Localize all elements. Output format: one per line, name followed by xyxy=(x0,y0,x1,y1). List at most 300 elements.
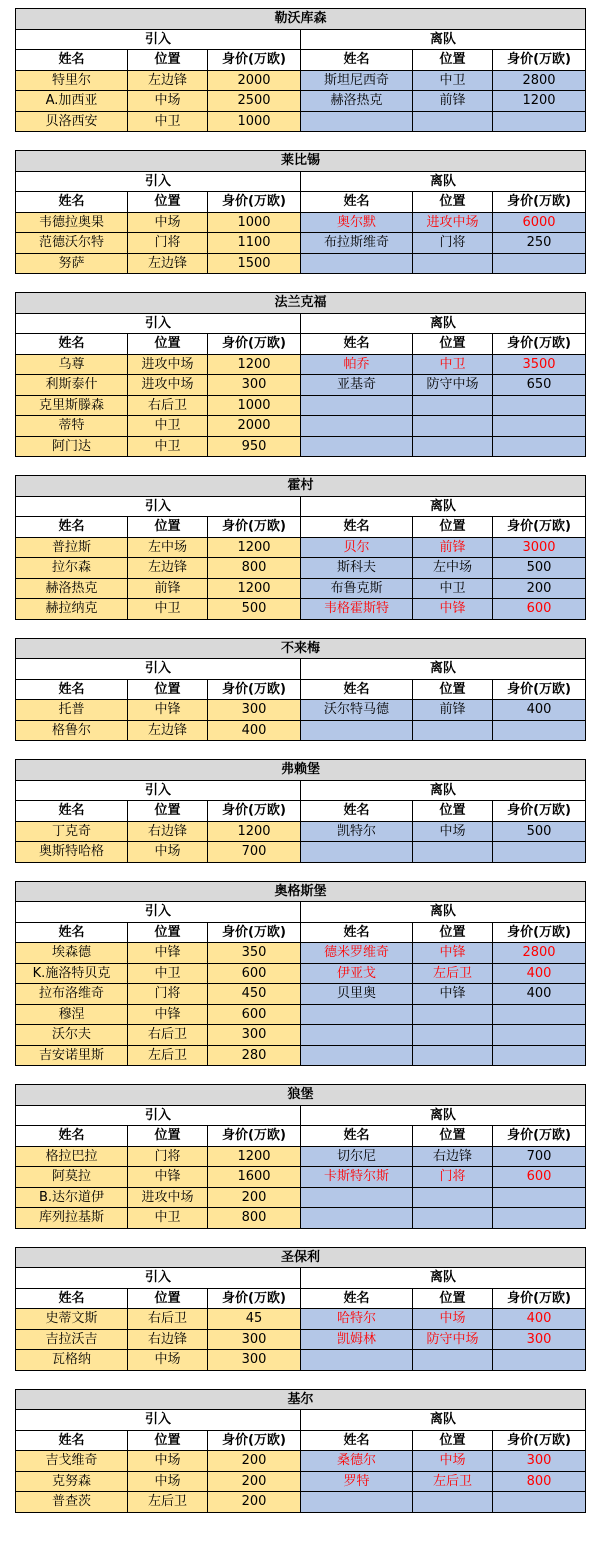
incoming-value-cell: 280 xyxy=(208,1045,301,1066)
incoming-value-cell: 1100 xyxy=(208,233,301,254)
outgoing-value-cell xyxy=(493,1208,586,1229)
incoming-value-cell: 350 xyxy=(208,943,301,964)
incoming-value-cell: 400 xyxy=(208,720,301,741)
outgoing-value-cell xyxy=(493,395,586,416)
outgoing-position-cell xyxy=(413,253,493,274)
outgoing-value-cell: 400 xyxy=(493,700,586,721)
incoming-name-header: 姓名 xyxy=(16,192,128,213)
outgoing-value-cell xyxy=(493,842,586,863)
club-name: 弗赖堡 xyxy=(16,760,586,781)
outgoing-section-label: 离队 xyxy=(301,313,586,334)
outgoing-position-cell: 中卫 xyxy=(413,354,493,375)
outgoing-value-cell xyxy=(493,111,586,132)
outgoing-value-cell: 2800 xyxy=(493,70,586,91)
outgoing-value-header: 身价(万欧) xyxy=(493,679,586,700)
incoming-name-cell: 普查茨 xyxy=(16,1492,128,1513)
outgoing-value-cell: 700 xyxy=(493,1146,586,1167)
outgoing-position-header: 位置 xyxy=(413,1126,493,1147)
incoming-value-cell: 1600 xyxy=(208,1167,301,1188)
transfer-table xyxy=(15,1389,586,1513)
incoming-name-cell: A.加西亚 xyxy=(16,91,128,112)
incoming-name-cell: 普拉斯 xyxy=(16,537,128,558)
incoming-name-cell: 阿门达 xyxy=(16,436,128,457)
outgoing-position-cell xyxy=(413,436,493,457)
incoming-value-cell: 2000 xyxy=(208,416,301,437)
outgoing-value-cell: 300 xyxy=(493,1451,586,1472)
club-name: 莱比锡 xyxy=(16,151,586,172)
outgoing-section-label: 离队 xyxy=(301,1105,586,1126)
table-row xyxy=(16,558,586,579)
table-row xyxy=(16,599,586,620)
incoming-value-cell: 300 xyxy=(208,1350,301,1371)
incoming-name-cell: 库列拉基斯 xyxy=(16,1208,128,1229)
outgoing-value-cell: 200 xyxy=(493,578,586,599)
outgoing-value-cell: 500 xyxy=(493,821,586,842)
outgoing-value-cell: 800 xyxy=(493,1471,586,1492)
incoming-value-cell: 700 xyxy=(208,842,301,863)
table-row xyxy=(16,111,586,132)
outgoing-name-cell: 斯科夫 xyxy=(301,558,413,579)
table-row xyxy=(16,70,586,91)
outgoing-position-cell xyxy=(413,1004,493,1025)
outgoing-name-cell xyxy=(301,436,413,457)
table-row xyxy=(16,1025,586,1046)
outgoing-position-cell xyxy=(413,395,493,416)
incoming-name-cell: 克努森 xyxy=(16,1471,128,1492)
outgoing-value-header: 身价(万欧) xyxy=(493,50,586,71)
incoming-name-cell: 努萨 xyxy=(16,253,128,274)
incoming-name-cell: 史蒂文斯 xyxy=(16,1309,128,1330)
outgoing-name-cell: 桑德尔 xyxy=(301,1451,413,1472)
incoming-section-label: 引入 xyxy=(16,29,301,50)
outgoing-value-header: 身价(万欧) xyxy=(493,192,586,213)
incoming-section-label: 引入 xyxy=(16,1105,301,1126)
outgoing-name-header: 姓名 xyxy=(301,334,413,355)
outgoing-value-cell xyxy=(493,416,586,437)
outgoing-name-cell: 布拉斯维奇 xyxy=(301,233,413,254)
outgoing-value-cell xyxy=(493,720,586,741)
outgoing-position-header: 位置 xyxy=(413,1430,493,1451)
incoming-position-cell: 右后卫 xyxy=(128,1309,208,1330)
incoming-position-cell: 中场 xyxy=(128,1471,208,1492)
incoming-position-cell: 中卫 xyxy=(128,963,208,984)
transfer-table xyxy=(15,1247,586,1371)
table-row xyxy=(16,212,586,233)
incoming-name-cell: 韦德拉奥果 xyxy=(16,212,128,233)
outgoing-position-header: 位置 xyxy=(413,50,493,71)
outgoing-value-header: 身价(万欧) xyxy=(493,1126,586,1147)
outgoing-position-cell xyxy=(413,111,493,132)
club-table xyxy=(15,475,585,620)
outgoing-name-cell: 德米罗维奇 xyxy=(301,943,413,964)
incoming-value-header: 身价(万欧) xyxy=(208,679,301,700)
incoming-name-cell: 穆涅 xyxy=(16,1004,128,1025)
incoming-section-label: 引入 xyxy=(16,171,301,192)
incoming-name-cell: B.达尔道伊 xyxy=(16,1187,128,1208)
incoming-position-cell: 门将 xyxy=(128,233,208,254)
incoming-name-header: 姓名 xyxy=(16,922,128,943)
incoming-position-cell: 左边锋 xyxy=(128,253,208,274)
outgoing-value-cell: 3000 xyxy=(493,537,586,558)
table-row xyxy=(16,1146,586,1167)
outgoing-value-cell xyxy=(493,436,586,457)
outgoing-name-cell xyxy=(301,720,413,741)
club-name: 圣保利 xyxy=(16,1247,586,1268)
incoming-value-header: 身价(万欧) xyxy=(208,1126,301,1147)
outgoing-name-cell xyxy=(301,1350,413,1371)
table-row xyxy=(16,1309,586,1330)
outgoing-position-cell: 左后卫 xyxy=(413,963,493,984)
outgoing-position-cell: 中锋 xyxy=(413,599,493,620)
outgoing-name-cell: 帕乔 xyxy=(301,354,413,375)
incoming-position-cell: 中场 xyxy=(128,1350,208,1371)
transfer-table xyxy=(15,759,586,863)
outgoing-position-cell xyxy=(413,1045,493,1066)
incoming-name-cell: 埃森德 xyxy=(16,943,128,964)
incoming-value-cell: 1200 xyxy=(208,1146,301,1167)
incoming-value-header: 身价(万欧) xyxy=(208,334,301,355)
incoming-position-header: 位置 xyxy=(128,922,208,943)
incoming-name-header: 姓名 xyxy=(16,50,128,71)
incoming-name-cell: 贝洛西安 xyxy=(16,111,128,132)
outgoing-position-cell: 中锋 xyxy=(413,943,493,964)
outgoing-name-cell xyxy=(301,1045,413,1066)
incoming-name-cell: 赫拉纳克 xyxy=(16,599,128,620)
club-table xyxy=(15,881,585,1067)
incoming-name-cell: K.施洛特贝克 xyxy=(16,963,128,984)
incoming-value-cell: 45 xyxy=(208,1309,301,1330)
incoming-value-cell: 1200 xyxy=(208,354,301,375)
outgoing-value-header: 身价(万欧) xyxy=(493,1288,586,1309)
club-name: 勒沃库森 xyxy=(16,9,586,30)
incoming-position-cell: 中卫 xyxy=(128,1208,208,1229)
incoming-position-cell: 左边锋 xyxy=(128,558,208,579)
incoming-section-label: 引入 xyxy=(16,659,301,680)
outgoing-name-cell xyxy=(301,1492,413,1513)
outgoing-name-cell: 罗特 xyxy=(301,1471,413,1492)
incoming-position-header: 位置 xyxy=(128,517,208,538)
incoming-value-header: 身价(万欧) xyxy=(208,517,301,538)
incoming-value-cell: 1200 xyxy=(208,537,301,558)
outgoing-position-cell xyxy=(413,1187,493,1208)
transfer-table xyxy=(15,1084,586,1229)
incoming-position-cell: 右后卫 xyxy=(128,395,208,416)
outgoing-position-cell: 中场 xyxy=(413,821,493,842)
table-row xyxy=(16,1187,586,1208)
table-row xyxy=(16,354,586,375)
outgoing-value-cell xyxy=(493,1187,586,1208)
incoming-value-header: 身价(万欧) xyxy=(208,1288,301,1309)
table-row xyxy=(16,984,586,1005)
outgoing-name-header: 姓名 xyxy=(301,192,413,213)
outgoing-name-cell: 奥尔默 xyxy=(301,212,413,233)
table-row xyxy=(16,1471,586,1492)
outgoing-value-cell xyxy=(493,253,586,274)
incoming-name-cell: 吉戈维奇 xyxy=(16,1451,128,1472)
incoming-section-label: 引入 xyxy=(16,902,301,923)
outgoing-name-cell xyxy=(301,253,413,274)
outgoing-name-cell: 贝里奥 xyxy=(301,984,413,1005)
incoming-value-cell: 800 xyxy=(208,558,301,579)
outgoing-value-cell: 400 xyxy=(493,1309,586,1330)
table-row xyxy=(16,253,586,274)
table-row xyxy=(16,91,586,112)
incoming-value-cell: 600 xyxy=(208,1004,301,1025)
incoming-name-cell: 范德沃尔特 xyxy=(16,233,128,254)
table-row xyxy=(16,1167,586,1188)
club-table xyxy=(15,638,585,742)
incoming-value-cell: 1000 xyxy=(208,111,301,132)
table-row xyxy=(16,1329,586,1350)
table-row xyxy=(16,416,586,437)
outgoing-name-cell: 凯特尔 xyxy=(301,821,413,842)
incoming-position-header: 位置 xyxy=(128,1126,208,1147)
incoming-position-header: 位置 xyxy=(128,192,208,213)
club-name: 狼堡 xyxy=(16,1085,586,1106)
outgoing-name-cell xyxy=(301,111,413,132)
table-row xyxy=(16,1208,586,1229)
incoming-name-cell: 瓦格纳 xyxy=(16,1350,128,1371)
outgoing-value-cell xyxy=(493,1045,586,1066)
incoming-position-cell: 进攻中场 xyxy=(128,354,208,375)
incoming-position-cell: 中锋 xyxy=(128,943,208,964)
incoming-value-cell: 1000 xyxy=(208,212,301,233)
outgoing-position-cell: 右边锋 xyxy=(413,1146,493,1167)
outgoing-position-header: 位置 xyxy=(413,679,493,700)
incoming-position-cell: 门将 xyxy=(128,984,208,1005)
outgoing-position-cell xyxy=(413,1025,493,1046)
incoming-value-header: 身价(万欧) xyxy=(208,192,301,213)
outgoing-position-header: 位置 xyxy=(413,334,493,355)
outgoing-position-cell: 中场 xyxy=(413,1309,493,1330)
outgoing-value-cell xyxy=(493,1004,586,1025)
outgoing-section-label: 离队 xyxy=(301,659,586,680)
outgoing-value-header: 身价(万欧) xyxy=(493,1430,586,1451)
incoming-value-cell: 200 xyxy=(208,1492,301,1513)
outgoing-value-cell: 2800 xyxy=(493,943,586,964)
outgoing-name-header: 姓名 xyxy=(301,801,413,822)
club-table xyxy=(15,1247,585,1371)
incoming-value-header: 身价(万欧) xyxy=(208,922,301,943)
outgoing-value-cell: 250 xyxy=(493,233,586,254)
outgoing-value-cell: 1200 xyxy=(493,91,586,112)
transfer-table xyxy=(15,638,586,742)
table-row xyxy=(16,578,586,599)
outgoing-value-cell: 300 xyxy=(493,1329,586,1350)
incoming-value-cell: 500 xyxy=(208,599,301,620)
incoming-value-cell: 2000 xyxy=(208,70,301,91)
outgoing-value-cell: 3500 xyxy=(493,354,586,375)
outgoing-name-cell xyxy=(301,1025,413,1046)
incoming-value-cell: 1200 xyxy=(208,578,301,599)
outgoing-position-cell xyxy=(413,720,493,741)
club-table xyxy=(15,1084,585,1229)
table-row xyxy=(16,395,586,416)
outgoing-position-cell: 进攻中场 xyxy=(413,212,493,233)
club-name: 法兰克福 xyxy=(16,293,586,314)
outgoing-value-cell: 500 xyxy=(493,558,586,579)
table-row xyxy=(16,375,586,396)
outgoing-position-cell: 左后卫 xyxy=(413,1471,493,1492)
table-row xyxy=(16,1045,586,1066)
outgoing-name-cell: 亚基奇 xyxy=(301,375,413,396)
table-row xyxy=(16,700,586,721)
incoming-name-cell: 丁克奇 xyxy=(16,821,128,842)
incoming-name-header: 姓名 xyxy=(16,517,128,538)
outgoing-value-cell: 600 xyxy=(493,599,586,620)
club-table xyxy=(15,292,585,457)
incoming-name-cell: 赫洛热克 xyxy=(16,578,128,599)
incoming-value-cell: 1200 xyxy=(208,821,301,842)
table-row xyxy=(16,436,586,457)
outgoing-section-label: 离队 xyxy=(301,171,586,192)
incoming-section-label: 引入 xyxy=(16,313,301,334)
club-table xyxy=(15,759,585,863)
outgoing-name-header: 姓名 xyxy=(301,50,413,71)
incoming-position-cell: 中锋 xyxy=(128,1167,208,1188)
table-row xyxy=(16,1451,586,1472)
incoming-name-cell: 拉布洛维奇 xyxy=(16,984,128,1005)
outgoing-position-cell: 中场 xyxy=(413,1451,493,1472)
incoming-position-cell: 左后卫 xyxy=(128,1045,208,1066)
outgoing-name-cell xyxy=(301,416,413,437)
incoming-position-header: 位置 xyxy=(128,50,208,71)
incoming-name-cell: 阿莫拉 xyxy=(16,1167,128,1188)
outgoing-position-cell: 左中场 xyxy=(413,558,493,579)
incoming-value-cell: 600 xyxy=(208,963,301,984)
incoming-name-header: 姓名 xyxy=(16,801,128,822)
outgoing-position-cell xyxy=(413,416,493,437)
outgoing-name-cell xyxy=(301,1208,413,1229)
club-name: 奥格斯堡 xyxy=(16,881,586,902)
incoming-position-cell: 进攻中场 xyxy=(128,1187,208,1208)
outgoing-position-cell: 前锋 xyxy=(413,700,493,721)
transfer-table xyxy=(15,8,586,132)
incoming-position-cell: 右边锋 xyxy=(128,1329,208,1350)
outgoing-position-cell: 中卫 xyxy=(413,70,493,91)
outgoing-position-cell: 中锋 xyxy=(413,984,493,1005)
outgoing-section-label: 离队 xyxy=(301,29,586,50)
table-row xyxy=(16,1492,586,1513)
outgoing-name-cell xyxy=(301,1004,413,1025)
incoming-name-cell: 奥斯特哈格 xyxy=(16,842,128,863)
incoming-value-header: 身价(万欧) xyxy=(208,50,301,71)
incoming-name-header: 姓名 xyxy=(16,1126,128,1147)
outgoing-section-label: 离队 xyxy=(301,780,586,801)
incoming-name-header: 姓名 xyxy=(16,334,128,355)
incoming-position-cell: 左边锋 xyxy=(128,70,208,91)
outgoing-section-label: 离队 xyxy=(301,902,586,923)
incoming-name-cell: 拉尔森 xyxy=(16,558,128,579)
incoming-value-cell: 450 xyxy=(208,984,301,1005)
club-name: 霍村 xyxy=(16,476,586,497)
outgoing-position-header: 位置 xyxy=(413,517,493,538)
incoming-position-header: 位置 xyxy=(128,679,208,700)
transfer-table xyxy=(15,150,586,274)
outgoing-position-cell: 防守中场 xyxy=(413,1329,493,1350)
outgoing-position-cell: 防守中场 xyxy=(413,375,493,396)
outgoing-value-cell xyxy=(493,1025,586,1046)
incoming-name-cell: 吉拉沃吉 xyxy=(16,1329,128,1350)
outgoing-position-cell: 门将 xyxy=(413,233,493,254)
incoming-name-cell: 吉安诺里斯 xyxy=(16,1045,128,1066)
incoming-position-cell: 中卫 xyxy=(128,416,208,437)
transfer-tables xyxy=(15,8,585,1531)
outgoing-value-cell xyxy=(493,1350,586,1371)
outgoing-name-header: 姓名 xyxy=(301,1288,413,1309)
outgoing-name-cell: 斯坦尼西奇 xyxy=(301,70,413,91)
outgoing-value-cell: 400 xyxy=(493,963,586,984)
incoming-position-cell: 中卫 xyxy=(128,111,208,132)
incoming-position-cell: 右边锋 xyxy=(128,821,208,842)
outgoing-position-cell: 门将 xyxy=(413,1167,493,1188)
incoming-name-cell: 托普 xyxy=(16,700,128,721)
table-row xyxy=(16,1004,586,1025)
outgoing-position-cell: 前锋 xyxy=(413,91,493,112)
incoming-name-cell: 蒂特 xyxy=(16,416,128,437)
outgoing-name-cell xyxy=(301,842,413,863)
outgoing-section-label: 离队 xyxy=(301,496,586,517)
incoming-position-cell: 中场 xyxy=(128,91,208,112)
incoming-value-cell: 200 xyxy=(208,1451,301,1472)
outgoing-name-cell: 布鲁克斯 xyxy=(301,578,413,599)
table-row xyxy=(16,963,586,984)
outgoing-name-cell xyxy=(301,395,413,416)
outgoing-value-cell: 400 xyxy=(493,984,586,1005)
incoming-section-label: 引入 xyxy=(16,1410,301,1431)
incoming-position-cell: 中锋 xyxy=(128,1004,208,1025)
outgoing-position-header: 位置 xyxy=(413,801,493,822)
outgoing-name-header: 姓名 xyxy=(301,1126,413,1147)
incoming-name-cell: 格鲁尔 xyxy=(16,720,128,741)
club-table xyxy=(15,1389,585,1513)
outgoing-name-cell: 哈特尔 xyxy=(301,1309,413,1330)
incoming-name-cell: 乌尊 xyxy=(16,354,128,375)
incoming-position-cell: 左后卫 xyxy=(128,1492,208,1513)
outgoing-name-cell: 伊亚戈 xyxy=(301,963,413,984)
incoming-value-cell: 300 xyxy=(208,375,301,396)
outgoing-value-header: 身价(万欧) xyxy=(493,517,586,538)
incoming-section-label: 引入 xyxy=(16,496,301,517)
incoming-name-cell: 沃尔夫 xyxy=(16,1025,128,1046)
incoming-position-cell: 中锋 xyxy=(128,700,208,721)
incoming-position-cell: 前锋 xyxy=(128,578,208,599)
incoming-name-cell: 利斯泰什 xyxy=(16,375,128,396)
outgoing-position-cell: 前锋 xyxy=(413,537,493,558)
outgoing-name-cell: 卡斯特尔斯 xyxy=(301,1167,413,1188)
incoming-section-label: 引入 xyxy=(16,1268,301,1289)
transfer-table xyxy=(15,475,586,620)
outgoing-section-label: 离队 xyxy=(301,1410,586,1431)
outgoing-position-cell xyxy=(413,1492,493,1513)
outgoing-value-cell: 6000 xyxy=(493,212,586,233)
outgoing-name-cell: 沃尔特马德 xyxy=(301,700,413,721)
outgoing-name-header: 姓名 xyxy=(301,1430,413,1451)
table-row xyxy=(16,821,586,842)
incoming-name-cell: 格拉巴拉 xyxy=(16,1146,128,1167)
incoming-name-header: 姓名 xyxy=(16,1288,128,1309)
table-row xyxy=(16,720,586,741)
incoming-value-cell: 2500 xyxy=(208,91,301,112)
outgoing-position-cell: 中卫 xyxy=(413,578,493,599)
table-row xyxy=(16,943,586,964)
outgoing-name-header: 姓名 xyxy=(301,679,413,700)
transfer-table xyxy=(15,292,586,457)
club-table xyxy=(15,150,585,274)
outgoing-section-label: 离队 xyxy=(301,1268,586,1289)
incoming-position-cell: 中场 xyxy=(128,842,208,863)
incoming-value-cell: 200 xyxy=(208,1471,301,1492)
